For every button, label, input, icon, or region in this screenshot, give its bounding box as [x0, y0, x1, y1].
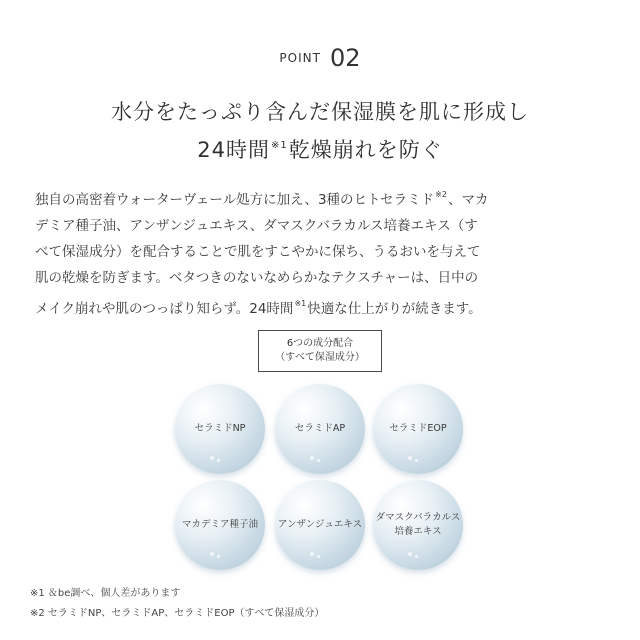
ingredient-bubble-ceramide-ap: セラミドAP	[275, 384, 365, 474]
point-heading	[0, 44, 640, 72]
ingredient-bubble-damask-rose-callus: ダマスクバラカルス 培養エキス	[373, 480, 463, 570]
ingredients-label-box	[258, 330, 382, 372]
body-text	[35, 182, 610, 322]
body-line: メイク崩れや肌のつっぱり知らず。24時間$^{※1}$快適な仕上がりが続きます。	[35, 299, 482, 317]
body-line: 独自の高密着ウォーターヴェール処方に加え、3種のヒトセラミド$^{※2}$、マカ	[35, 190, 489, 208]
ingredients-box-title: 6つの成分配合	[286, 338, 354, 349]
ingredient-bubble-ceramide-np: セラミドNP	[175, 384, 265, 474]
ingredients-box-subtitle: （すべて保湿成分）	[275, 352, 365, 363]
body-line: 肌の乾燥を防ぎます。ベタつきのないなめらかなテクスチャーは、日中の	[35, 270, 479, 286]
body-line: べて保湿成分）を配合することで肌をすこやかに保ち、うるおいを与えて	[35, 244, 481, 260]
footnote-2: ※2 セラミドNP、セラミドAP、セラミドEOP（すべて保湿成分）	[30, 608, 325, 619]
headline-line-1: 水分をたっぷり含んだ保湿膜を肌に形成し	[111, 100, 529, 124]
headline-line-2	[0, 134, 640, 164]
headline-note-ref: ※1	[270, 140, 288, 151]
body-line: デミア種子油、アンザンジュエキス、ダマスクバラカルス培養エキス（す	[35, 218, 478, 234]
headline-24h: 24時間	[197, 138, 270, 162]
point-label: POINT	[279, 51, 321, 65]
footnote-1: ※1 ＆be調べ、個人差があります	[30, 588, 181, 599]
headline-prevent: 乾燥崩れを防ぐ	[288, 138, 443, 162]
ingredient-bubble-ceramide-eop: セラミドEOP	[373, 384, 463, 474]
body-note-ref: ※2	[435, 190, 447, 199]
ingredient-bubble-macadamia-oil: マカデミア種子油	[175, 480, 265, 570]
point-number: 02	[330, 44, 361, 72]
ingredient-bubble-anzanju-extract: アンザンジュエキス	[275, 480, 365, 570]
body-note-ref: ※1	[294, 299, 307, 308]
